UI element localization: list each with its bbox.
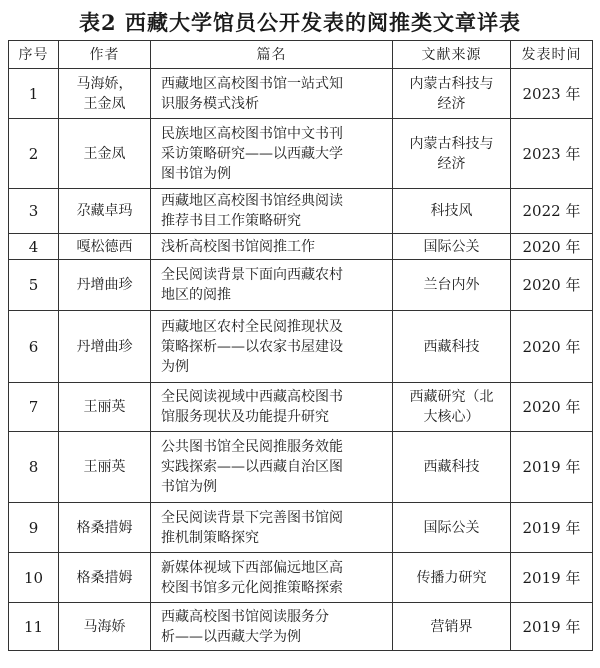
table-row bbox=[9, 432, 593, 503]
cell-author-line: 王金凤 bbox=[83, 95, 126, 112]
cell-paper-title bbox=[151, 234, 393, 260]
cell-no: 1 bbox=[9, 69, 59, 119]
table-row bbox=[9, 603, 593, 651]
cell-author bbox=[59, 119, 151, 189]
cell-author bbox=[59, 260, 151, 311]
cell-paper-title-line: 策略探析——以农家书屋建设 bbox=[161, 338, 343, 355]
cell-source-line: 内蒙古科技与 bbox=[409, 75, 494, 92]
cell-paper-title-line: 书馆为例 bbox=[161, 479, 217, 495]
cell-paper-title-line: 实践探索——以西藏自治区图 bbox=[161, 459, 343, 475]
cell-source-line: 西藏研究（北 bbox=[409, 389, 494, 405]
cell-source bbox=[393, 432, 511, 503]
cell-author-line: 丹增曲珍 bbox=[76, 338, 133, 355]
table-row bbox=[9, 189, 593, 234]
table-row bbox=[9, 119, 593, 189]
cell-author-line: 马海娇， bbox=[76, 75, 133, 92]
cell-year: 2019 年 bbox=[511, 432, 593, 503]
cell-year: 2019 年 bbox=[511, 553, 593, 603]
cell-paper-title-line: 析——以西藏大学为例 bbox=[161, 628, 301, 645]
cell-source bbox=[393, 234, 511, 260]
header-row bbox=[9, 41, 593, 69]
cell-author-line: 嘎松德西 bbox=[76, 238, 133, 255]
cell-no: 7 bbox=[9, 383, 59, 432]
cell-year: 2019 年 bbox=[511, 603, 593, 651]
cell-paper-title bbox=[151, 553, 393, 603]
cell-author-line: 王丽英 bbox=[83, 399, 126, 415]
cell-paper-title-line: 西藏地区农村全民阅推现状及 bbox=[161, 318, 343, 335]
cell-source bbox=[393, 69, 511, 119]
cell-source-line: 西藏科技 bbox=[423, 338, 480, 355]
cell-source-line: 内蒙古科技与 bbox=[409, 135, 494, 152]
cell-paper-title-line: 采访策略研究——以西藏大学 bbox=[161, 145, 343, 162]
header-no: 序号 bbox=[9, 41, 59, 69]
cell-source bbox=[393, 311, 511, 383]
cell-no: 6 bbox=[9, 311, 59, 383]
table-title: 表2 西藏大学馆员公开发表的阅推类文章详表 bbox=[79, 10, 521, 35]
cell-paper-title-line: 西藏地区高校图书馆经典阅读 bbox=[161, 193, 343, 209]
cell-paper-title bbox=[151, 311, 393, 383]
cell-paper-title bbox=[151, 432, 393, 503]
cell-paper-title-line: 识服务模式浅析 bbox=[161, 95, 259, 112]
cell-author bbox=[59, 432, 151, 503]
cell-no: 4 bbox=[9, 234, 59, 260]
cell-source bbox=[393, 553, 511, 603]
cell-no: 9 bbox=[9, 503, 59, 553]
cell-paper-title-line: 为例 bbox=[161, 358, 189, 375]
cell-source bbox=[393, 503, 511, 553]
cell-source-line: 经济 bbox=[437, 95, 466, 112]
cell-author bbox=[59, 383, 151, 432]
cell-author bbox=[59, 603, 151, 651]
cell-source-line: 西藏科技 bbox=[423, 459, 480, 475]
cell-year: 2022 年 bbox=[511, 189, 593, 234]
cell-paper-title-line: 校图书馆多元化阅推策略探索 bbox=[161, 579, 343, 596]
cell-paper-title bbox=[151, 189, 393, 234]
cell-paper-title-line: 西藏地区高校图书馆一站式知 bbox=[161, 75, 343, 92]
cell-source bbox=[393, 260, 511, 311]
cell-source-line: 经济 bbox=[437, 155, 466, 172]
cell-author-line: 王金凤 bbox=[83, 145, 126, 162]
cell-author bbox=[59, 553, 151, 603]
cell-paper-title-line: 推机制策略探究 bbox=[161, 529, 259, 546]
cell-paper-title-line: 公共图书馆全民阅推服务效能 bbox=[161, 439, 343, 455]
cell-author-line: 尕藏卓玛 bbox=[76, 203, 133, 219]
header-source: 文献来源 bbox=[393, 41, 511, 69]
cell-no: 10 bbox=[9, 553, 59, 603]
cell-source-line: 国际公关 bbox=[423, 519, 480, 536]
cell-paper-title bbox=[151, 69, 393, 119]
table-row bbox=[9, 260, 593, 311]
cell-paper-title bbox=[151, 503, 393, 553]
cell-source-line: 科技风 bbox=[430, 203, 473, 219]
cell-year: 2023 年 bbox=[511, 69, 593, 119]
cell-source-line: 大核心） bbox=[423, 409, 480, 425]
cell-paper-title-line: 地区的阅推 bbox=[161, 287, 231, 303]
cell-paper-title bbox=[151, 119, 393, 189]
cell-year: 2020 年 bbox=[511, 383, 593, 432]
cell-paper-title bbox=[151, 383, 393, 432]
cell-paper-title-line: 浅析高校图书馆阅推工作 bbox=[161, 238, 315, 255]
cell-author-line: 丹增曲珍 bbox=[76, 277, 133, 293]
cell-year: 2023 年 bbox=[511, 119, 593, 189]
cell-source bbox=[393, 603, 511, 651]
cell-paper-title-line: 馆服务现状及功能提升研究 bbox=[161, 409, 329, 425]
cell-paper-title-line: 全民阅读背景下面向西藏农村 bbox=[161, 267, 343, 283]
cell-paper-title bbox=[151, 260, 393, 311]
cell-source bbox=[393, 119, 511, 189]
table-row bbox=[9, 69, 593, 119]
header-author: 作者 bbox=[59, 41, 151, 69]
cell-author-line: 王丽英 bbox=[83, 459, 126, 475]
cell-paper-title bbox=[151, 603, 393, 651]
cell-source-line: 国际公关 bbox=[423, 238, 480, 255]
cell-paper-title-line: 全民阅读背景下完善图书馆阅 bbox=[161, 509, 343, 526]
cell-author-line: 格桑措姆 bbox=[76, 519, 133, 536]
cell-paper-title-line: 图书馆为例 bbox=[161, 165, 231, 182]
cell-author bbox=[59, 69, 151, 119]
cell-no: 5 bbox=[9, 260, 59, 311]
cell-author bbox=[59, 234, 151, 260]
cell-source-line: 传播力研究 bbox=[416, 569, 487, 586]
articles-table bbox=[8, 40, 593, 651]
cell-author bbox=[59, 503, 151, 553]
cell-no: 2 bbox=[9, 119, 59, 189]
cell-source bbox=[393, 383, 511, 432]
cell-year: 2020 年 bbox=[511, 260, 593, 311]
cell-paper-title-line: 西藏高校图书馆阅读服务分 bbox=[161, 608, 329, 625]
cell-paper-title-line: 全民阅读视域中西藏高校图书 bbox=[161, 389, 343, 405]
cell-author-line: 格桑措姆 bbox=[76, 569, 133, 586]
cell-paper-title-line: 推荐书目工作策略研究 bbox=[161, 213, 301, 229]
cell-no: 11 bbox=[9, 603, 59, 651]
cell-source-line: 兰台内外 bbox=[423, 277, 480, 293]
table-row bbox=[9, 234, 593, 260]
cell-year: 2020 年 bbox=[511, 234, 593, 260]
cell-author-line: 马海娇 bbox=[83, 618, 126, 635]
cell-author bbox=[59, 189, 151, 234]
cell-author bbox=[59, 311, 151, 383]
cell-source bbox=[393, 189, 511, 234]
header-year: 发表时间 bbox=[511, 41, 593, 69]
cell-paper-title-line: 民族地区高校图书馆中文书刊 bbox=[161, 125, 343, 142]
table-row bbox=[9, 503, 593, 553]
table-row bbox=[9, 311, 593, 383]
table-row bbox=[9, 553, 593, 603]
table-row bbox=[9, 383, 593, 432]
cell-year: 2019 年 bbox=[511, 503, 593, 553]
cell-year: 2020 年 bbox=[511, 311, 593, 383]
header-paper-title: 篇名 bbox=[151, 41, 393, 69]
cell-no: 8 bbox=[9, 432, 59, 503]
cell-source-line: 营销界 bbox=[430, 618, 473, 635]
cell-paper-title-line: 新媒体视域下西部偏远地区高 bbox=[161, 559, 343, 576]
table-body bbox=[9, 69, 593, 651]
cell-no: 3 bbox=[9, 189, 59, 234]
